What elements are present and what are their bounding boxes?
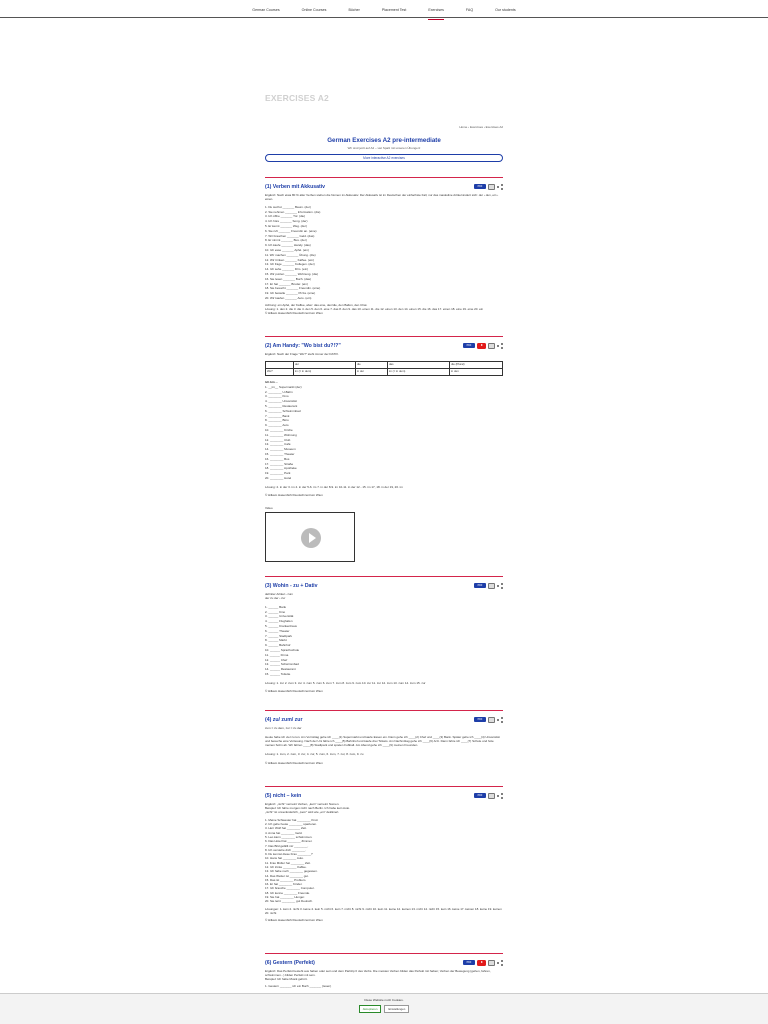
exercise-item: 5. ______ Krankenhaus	[265, 624, 297, 628]
exercise-author: © Hilkam Hasenbühl Deutschzentrum Wien	[265, 918, 323, 923]
exercise-item: 2. Sie nehmen _______ Information. (die)	[265, 209, 321, 214]
exercise-item: 12. Wir trinken _______ Kaffee. (ein)	[265, 257, 314, 262]
exercise-author: © Hilkam Hasenbühl Deutschzentrum Wien	[265, 310, 323, 315]
exercise-item: 6. Sie ruft _______ Freundin an. (eine)	[265, 228, 317, 233]
play-icon[interactable]	[301, 528, 321, 548]
exercise-solution: Lösung: 1. zum, 2. zum, 3. zur, 4. zur, 5. zum, 6. zum, 7. zur, 8. zum, 9. zu	[265, 751, 364, 756]
exercise-items	[265, 205, 503, 301]
exercise-item: 20. Wir kaufen _______ Auto. (ein)	[265, 295, 312, 300]
exercise-item: 13. Ich frage _______ Kollegen. (der)	[265, 262, 315, 267]
cookie-text: Diese Website nutzt Cookies.	[364, 998, 404, 1002]
exercise-item: 3. ________ Kino	[265, 394, 289, 399]
exercise-item: 19. Ich bestelle _______ Pizza. (eine)	[265, 291, 316, 296]
share-icon[interactable]	[497, 343, 503, 349]
print-icon[interactable]	[488, 184, 495, 190]
exercise-item: 20. ________ Hotel	[265, 475, 292, 480]
video-player[interactable]	[265, 512, 355, 562]
exercise-item: 14. ______ Restaurant	[265, 667, 296, 672]
exercise-item: 15. ________ Theater	[265, 451, 295, 456]
exercise-example: Beispiel: Ich habe Musik gehört.	[265, 976, 308, 981]
table-cell: in der	[355, 368, 387, 375]
exercise-5	[265, 786, 503, 923]
exercise-author: © Hilkam Hasenbühl Deutschzentrum Wien	[265, 492, 323, 497]
youtube-icon[interactable]	[477, 343, 486, 349]
exercise-items	[265, 605, 503, 677]
pdf-button[interactable]: PDF	[474, 184, 486, 189]
cookie-accept-button[interactable]: Akzeptieren	[359, 1005, 382, 1013]
page-heading: EXERCISES A2	[265, 93, 329, 103]
exercise-item: 20. Sie lernt ________ gut Deutsch.	[265, 899, 313, 904]
exercise-2	[265, 336, 503, 562]
share-icon[interactable]	[497, 184, 503, 190]
exercise-intro: Ergänzt: Nach etwa 80 % aller Verben stehen die Nomen im Akkusativ. Der Akkusativ ist im Deutschen der einfachste Fall, nur das maskuline Artikel ändert sich: der › den, ein › einen.	[265, 193, 499, 201]
exercise-title: (6) Gestern (Perfekt)	[265, 959, 315, 966]
exercise-item: 13. ______ Schwimmbad	[265, 662, 299, 667]
nav-german-courses[interactable]: German Courses	[252, 8, 280, 12]
exercise-item: 3. Herr Wolf hat ________ Zeit.	[265, 826, 307, 831]
exercise-author: © Hilkam Hasenbühl Deutschzentrum Wien	[265, 688, 323, 693]
exercise-item: 6. Das Hotel hat ________ Zimmer.	[265, 839, 313, 844]
exercise-item: 16. Er hat ________ Kinder.	[265, 882, 303, 887]
exercise-item: 10. Ich esse _______ Apfel. (ein)	[265, 247, 309, 252]
exercise-title: (4) zu/ zum/ zur	[265, 716, 303, 723]
exercise-item: 18. Sie besucht _______ Freundin. (eine)	[265, 286, 321, 291]
exercise-item: 5. ________ Restaurant	[265, 404, 298, 408]
exercise-solution: Lösung: 1. zur 2. zum 3. zur 4. zum 5. zum 6. zum 7. zum 8. zum 9. zum 10. zur 11. zur 12. zum 13. zum 14. zum 15. zur	[265, 680, 426, 685]
exercise-item: 18. ________ Apotheke	[265, 466, 297, 471]
exercise-6	[265, 953, 503, 989]
main-intro	[265, 137, 503, 170]
exercise-item: 11. ________ Wohnung	[265, 432, 297, 437]
exercise-3	[265, 576, 503, 694]
exercise-intro: definiter Artikel › zum	[265, 592, 294, 596]
table-cell: im (= in dem)	[387, 368, 449, 375]
exercise-item: 1. Meine Schwester hat ________ Kind.	[265, 817, 319, 822]
exercise-item: 8. Ich verstehe dich ________.	[265, 847, 307, 852]
exercise-item: 7. Wir brauchen _______ Geld. (das)	[265, 233, 315, 238]
more-exercises-button[interactable]: More interactive A2 exercises	[265, 154, 503, 162]
exercise-item: 16. Sie lesen _______ Buch. (das)	[265, 276, 312, 281]
exercise-author: © Hilkam Hasenbühl Deutschzentrum Wien	[265, 760, 323, 765]
table-cell: die (Plural)	[450, 361, 503, 368]
youtube-icon[interactable]	[477, 960, 486, 966]
exercise-item: 8. ________ Büro	[265, 418, 289, 423]
exercise-item: 4. ________ Universität	[265, 399, 297, 404]
exercise-item: 14. ________ Museum	[265, 447, 296, 452]
exercise-item: 3. Ich öffne _______ Tür. (die)	[265, 214, 306, 219]
exercise-item: 8. Er nimmt _______ Bus. (der)	[265, 238, 307, 243]
exercise-item: 5. Leo kann ________ schwimmen.	[265, 834, 313, 839]
nav-our-students[interactable]: Our students	[495, 8, 516, 12]
exercise-intro: der zu der › zur	[265, 595, 286, 600]
exercise-intro: Beispiel: Ich fahre morgen nicht nach Berlin. Ich habe kein Auto.	[265, 805, 351, 810]
cookie-banner	[0, 993, 768, 1024]
exercise-item: 10. ______ Sprachschule	[265, 647, 300, 652]
exercise-note: Achtung: ein Apfel, der Kaffee, aber: das eine, den/die, den Ballon, den Chat.	[265, 302, 368, 307]
top-navigation	[0, 0, 768, 18]
table-cell: in den	[450, 368, 503, 375]
exercise-items	[265, 818, 503, 904]
table-cell: der	[293, 361, 355, 368]
cookie-settings-button[interactable]: Einstellungen	[384, 1005, 409, 1013]
exercise-item: 11. Frau Müller hat ________ Zeit.	[265, 860, 311, 865]
exercise-text: Heute habe ich viel zu tun. Am Vormittag gehe ich ____(1) Supermarkt und kaufe Essen ein. Dann gehe ich ____(2) Chef und ____(3) Bank. Später gehe ich ____(4) Universität und besuche eine Vorlesung. Nach der Uni fahre ich ____(5) Bahnhof und kaufe drei Tickets. Am Nachmittag gehe ich ____(6) Arzt. Dann fahre ich ____(7) Schule und hole meinen Sohn ab. Wir fahren ____(8) Stadtpark und spielen Fußball. Am Abend gehe ich ____(9) meinen Freunden.	[265, 734, 500, 747]
exercise-item: 14. Ich sehe _______ Film. (ein)	[265, 267, 309, 272]
exercise-solution: Lösung: 2. in der 3. im 4. in der 5-6. im 7. in der 8-9. im 10-11. in der 12 - 15. im 17, 18. in der 19, 20. im	[265, 484, 403, 489]
exercise-item: 10. ________ Kirche	[265, 427, 293, 432]
exercise-item: 17. Ich brauche ________ Computer.	[265, 886, 315, 891]
exercise-4	[265, 710, 503, 765]
table-cell: das	[387, 361, 449, 368]
exercise-item: 12. ________ Club	[265, 437, 291, 442]
exercise-item: 15. Wir putzen _______ Wohnung. (die)	[265, 271, 319, 276]
share-icon[interactable]	[497, 960, 503, 966]
exercise-item: 2. ______ Kino	[265, 609, 286, 614]
nav-exercises[interactable]: Exercises	[428, 8, 444, 17]
exercise-item: 8. ______ Markt	[265, 638, 287, 643]
exercise-item: 7. ________ Bank	[265, 413, 290, 418]
exercise-item: 12. Ich trinke ________ Kaffee.	[265, 864, 307, 869]
exercise-item: 18. Ich kenne ________ Freunde.	[265, 890, 311, 895]
exercise-item: 13. Ich habe noch ________ gegessen.	[265, 869, 318, 874]
exercise-item: 7. Das Bild gefällt mir ________.	[265, 843, 309, 848]
exercise-item: 4. ______ Flughafen	[265, 619, 293, 624]
exercise-item: 19. ________ Park	[265, 471, 291, 476]
print-icon[interactable]	[488, 717, 495, 723]
pdf-button[interactable]: PDF	[474, 717, 486, 722]
pdf-button[interactable]: PDF	[463, 343, 475, 348]
print-icon[interactable]	[488, 343, 495, 349]
exercise-item: 13. ________ Café	[265, 442, 291, 447]
dative-table	[265, 361, 503, 376]
video-label: Video	[265, 505, 273, 510]
main-title: German Exercises A2 pre-intermediate	[327, 137, 441, 144]
exercise-item: 5. Er kennt _______ Weg. (der)	[265, 224, 307, 228]
exercise-items	[265, 385, 503, 481]
print-icon[interactable]	[488, 793, 495, 799]
exercise-intro: Ergänzt: Nach der Frage "Wo?" steht immer der DATIV.	[265, 352, 339, 356]
exercise-item: 16. ________ Bus	[265, 456, 290, 461]
exercise-item: 12. ______ Chef	[265, 657, 288, 662]
exercise-item: 6. ________ Schwimmbad	[265, 408, 301, 413]
exercise-item: 14. Das Wetter ist ________ gut.	[265, 873, 309, 878]
exercise-item: 11. ______ Firma	[265, 652, 289, 657]
exercise-item: 9. ______ Bahnhof	[265, 643, 291, 648]
nav-placement-test[interactable]: Placement Test	[381, 8, 407, 12]
pdf-button[interactable]: PDF	[474, 583, 486, 588]
print-icon[interactable]	[488, 583, 495, 589]
exercise-1	[265, 177, 503, 315]
exercise-item: 1. Gestern _______ ich ein Buch _______ (lesen)	[265, 983, 332, 988]
exercise-item: 9. Du kennst diese Frau ________?	[265, 852, 313, 857]
table-cell: im (= in dem)	[293, 368, 355, 375]
exercise-item: 4. Anna hat ________ Geld.	[265, 830, 303, 835]
share-icon[interactable]	[497, 717, 503, 723]
exercise-title: (1) Verben mit Akkusativ	[265, 183, 326, 190]
exercise-intro: Ergänzt: „nicht" verneint Verben, „kein" verneint Nomen.	[265, 802, 340, 806]
table-cell: Wo?	[266, 368, 294, 375]
nav-faq[interactable]: FAQ	[465, 8, 474, 12]
exercise-item: 17. Er hat _______ Bruder. (ein)	[265, 281, 308, 286]
exercise-intro: Ergänzt: Das Perfekt besteht aus haben oder sein und dem Partizip II des Verbs. Die meisten Verben bilden das Perfekt mit haben; Verben der Bewegung (gehen, fahren, schwimmen...) bilden Perfekt mit sein.	[265, 969, 491, 977]
table-cell: die	[355, 361, 387, 368]
exercise-item: 7. ______ Stadtpark	[265, 633, 293, 638]
exercise-intro: zum = zu dem, zur = zu der	[265, 726, 302, 730]
exercise-item: 1. ______ Bank	[265, 604, 287, 609]
exercise-item: 4. Ich höre _______ Song. (der)	[265, 219, 308, 224]
exercise-item: 2. Ich gehe heute ________ spazieren.	[265, 822, 318, 827]
share-icon[interactable]	[497, 793, 503, 799]
exercise-hint: Ich bin ...	[265, 379, 279, 384]
exercise-item: 1. __im__ Supermarkt (der)	[265, 384, 302, 389]
exercise-title: (3) Wohin - zu + Dativ	[265, 582, 318, 589]
exercise-item: 9. ________ Auto	[265, 423, 289, 428]
exercise-title: (2) Am Handy: "Wo bist du?!?"	[265, 342, 341, 349]
pdf-button[interactable]: PDF	[474, 793, 486, 798]
main-subtitle: Wir sind jetzt auf A2 – viel Spaß mit unseren Übungen!	[347, 146, 421, 150]
exercise-item: 6. ______ Theater	[265, 628, 290, 633]
breadcrumb[interactable]: Home › Exercises › Exercises A2	[459, 125, 503, 129]
exercise-title: (5) nicht – kein	[265, 792, 302, 799]
exercise-item: 11. Wir machen _______ Übung. (die)	[265, 252, 316, 257]
exercise-solution: Lösungen: 1. kein 2. nicht 3. keine 4. kein 5. nicht 6. kein 7. nicht 8. nicht 9. nicht 10. kein 11. keine 12. keinen 13. nicht 14. nicht 15. kein 16. keine 17. keinen 18. keine 19. keinen 20. nicht	[265, 906, 502, 915]
exercise-item: 9. Ich kaufe _______ Handy. (das)	[265, 243, 311, 248]
nav-books[interactable]: Bücher	[348, 8, 360, 12]
share-icon[interactable]	[497, 583, 503, 589]
exercise-item: 17. ________ Straße	[265, 461, 294, 466]
pdf-button[interactable]: PDF	[463, 960, 475, 965]
nav-online-courses[interactable]: Online Courses	[301, 8, 327, 12]
print-icon[interactable]	[488, 960, 495, 966]
exercise-item: 10. Hans hat ________ Auto.	[265, 856, 304, 861]
exercise-solution: Lösung: 1. den 2. die 3. die 4. den 5. den 6. eine 7. das 8. den 9. das 10. einen 11. die 12. einen 13. den 14. einen 15. die 16. das 17. einen 18. eine 19. eine 20. ein	[265, 306, 484, 311]
table-cell	[266, 361, 294, 368]
exercise-item: 15. ______ Toilette	[265, 671, 291, 676]
exercise-intro: „nicht" ist unveränderlich, „kein" wird wie „ein" dekliniert.	[265, 809, 340, 814]
exercise-item: 3. ______ Universität	[265, 614, 294, 619]
exercise-item: 2. ________ U-Bahn	[265, 389, 293, 394]
exercise-item: 19. Sie hat ________ Hunger.	[265, 895, 305, 900]
exercise-item: 15. Das ist ________ Problem.	[265, 877, 307, 882]
exercise-item: 1. Du suchst _______ Baum. (der)	[265, 204, 311, 209]
